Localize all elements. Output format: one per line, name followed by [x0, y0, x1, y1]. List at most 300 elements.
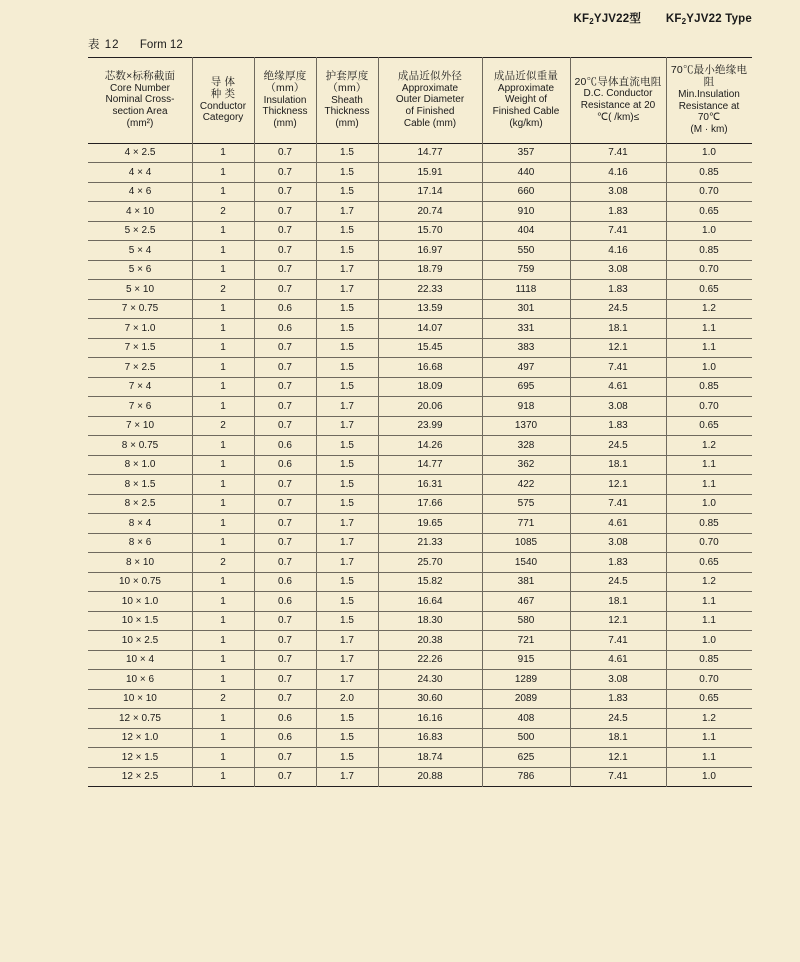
cell-r7-c5: 1118 [482, 280, 570, 300]
cell-r22-c0: 10 × 0.75 [88, 572, 192, 592]
cell-r15-c0: 8 × 0.75 [88, 436, 192, 456]
column-divider [254, 57, 255, 787]
cell-r9-c4: 14.07 [378, 319, 482, 339]
cell-r28-c4: 30.60 [378, 689, 482, 709]
table-row [88, 455, 752, 475]
table-row [88, 221, 752, 241]
cell-r6-c2: 0.7 [254, 260, 316, 280]
table-row [88, 475, 752, 495]
form-caption [88, 36, 183, 52]
cell-r23-c5: 467 [482, 592, 570, 612]
table-row [88, 689, 752, 709]
header-line-en: Category [202, 112, 244, 124]
cell-r5-c3: 1.5 [316, 241, 378, 261]
cell-r7-c1: 2 [192, 280, 254, 300]
cell-r14-c6: 1.83 [570, 416, 666, 436]
cell-r9-c0: 7 × 1.0 [88, 319, 192, 339]
cell-r30-c5: 500 [482, 728, 570, 748]
cell-r11-c6: 7.41 [570, 358, 666, 378]
table-row [88, 280, 752, 300]
cell-r23-c3: 1.5 [316, 592, 378, 612]
cell-r16-c5: 362 [482, 455, 570, 475]
cell-r0-c6: 7.41 [570, 143, 666, 163]
cell-r11-c3: 1.5 [316, 358, 378, 378]
cell-r18-c7: 1.0 [666, 494, 752, 514]
cell-r20-c4: 21.33 [378, 533, 482, 553]
cell-r24-c2: 0.7 [254, 611, 316, 631]
header-line-cn: 种 类 [210, 88, 236, 101]
cell-r25-c6: 7.41 [570, 631, 666, 651]
header-row [88, 58, 752, 144]
cell-r26-c7: 0.85 [666, 650, 752, 670]
cell-r2-c2: 0.7 [254, 182, 316, 202]
cell-r18-c2: 0.7 [254, 494, 316, 514]
cell-r18-c1: 1 [192, 494, 254, 514]
header-line-en: of Finished [405, 106, 455, 118]
cell-r2-c1: 1 [192, 182, 254, 202]
cell-r21-c5: 1540 [482, 553, 570, 573]
cell-r2-c3: 1.5 [316, 182, 378, 202]
cell-r30-c2: 0.6 [254, 728, 316, 748]
cell-r20-c2: 0.7 [254, 533, 316, 553]
cell-r22-c7: 1.2 [666, 572, 752, 592]
cell-r15-c7: 1.2 [666, 436, 752, 456]
cell-r6-c1: 1 [192, 260, 254, 280]
column-header-7 [666, 58, 752, 144]
cell-r15-c4: 14.26 [378, 436, 482, 456]
column-header-4 [378, 58, 482, 144]
cell-r27-c4: 24.30 [378, 670, 482, 690]
cell-r31-c4: 18.74 [378, 748, 482, 768]
cell-r31-c6: 12.1 [570, 748, 666, 768]
cell-r3-c2: 0.7 [254, 202, 316, 222]
cell-r29-c2: 0.6 [254, 709, 316, 729]
cell-r10-c4: 15.45 [378, 338, 482, 358]
cell-r4-c5: 404 [482, 221, 570, 241]
table-row [88, 611, 752, 631]
cell-r21-c1: 2 [192, 553, 254, 573]
cell-r14-c3: 1.7 [316, 416, 378, 436]
table-row [88, 143, 752, 163]
cell-r24-c0: 10 × 1.5 [88, 611, 192, 631]
header-line-en: (M · km) [690, 124, 728, 136]
cell-r19-c3: 1.7 [316, 514, 378, 534]
cell-r6-c6: 3.08 [570, 260, 666, 280]
cell-r17-c3: 1.5 [316, 475, 378, 495]
cell-r28-c7: 0.65 [666, 689, 752, 709]
cell-r6-c7: 0.70 [666, 260, 752, 280]
cell-r16-c6: 18.1 [570, 455, 666, 475]
cell-r5-c6: 4.16 [570, 241, 666, 261]
cell-r5-c1: 1 [192, 241, 254, 261]
cell-r20-c5: 1085 [482, 533, 570, 553]
cell-r24-c4: 18.30 [378, 611, 482, 631]
cell-r4-c4: 15.70 [378, 221, 482, 241]
cell-r29-c5: 408 [482, 709, 570, 729]
table-row [88, 397, 752, 417]
cell-r1-c4: 15.91 [378, 163, 482, 183]
cell-r23-c2: 0.6 [254, 592, 316, 612]
cell-r9-c3: 1.5 [316, 319, 378, 339]
cell-r11-c4: 16.68 [378, 358, 482, 378]
cell-r21-c6: 1.83 [570, 553, 666, 573]
cell-r25-c3: 1.7 [316, 631, 378, 651]
header-line-en: Approximate [401, 82, 459, 94]
cell-r18-c5: 575 [482, 494, 570, 514]
cell-r12-c1: 1 [192, 377, 254, 397]
cell-r24-c5: 580 [482, 611, 570, 631]
cell-r0-c0: 4 × 2.5 [88, 143, 192, 163]
cell-r24-c3: 1.5 [316, 611, 378, 631]
cell-r12-c3: 1.5 [316, 377, 378, 397]
cell-r22-c1: 1 [192, 572, 254, 592]
cell-r16-c4: 14.77 [378, 455, 482, 475]
cell-r4-c6: 7.41 [570, 221, 666, 241]
cell-r8-c3: 1.5 [316, 299, 378, 319]
cell-r3-c4: 20.74 [378, 202, 482, 222]
cell-r16-c3: 1.5 [316, 455, 378, 475]
cell-r25-c4: 20.38 [378, 631, 482, 651]
cell-r16-c0: 8 × 1.0 [88, 455, 192, 475]
cell-r14-c0: 7 × 10 [88, 416, 192, 436]
header-line-en: (mm²) [126, 117, 154, 129]
cell-r2-c7: 0.70 [666, 182, 752, 202]
cell-r15-c6: 24.5 [570, 436, 666, 456]
cell-r9-c7: 1.1 [666, 319, 752, 339]
cell-r30-c1: 1 [192, 728, 254, 748]
cell-r20-c3: 1.7 [316, 533, 378, 553]
cell-r1-c3: 1.5 [316, 163, 378, 183]
cell-r19-c5: 771 [482, 514, 570, 534]
cell-r30-c0: 12 × 1.0 [88, 728, 192, 748]
cell-r32-c3: 1.7 [316, 767, 378, 787]
cell-r15-c1: 1 [192, 436, 254, 456]
header-line-cn: 芯数×标称截面 [104, 70, 176, 83]
cell-r31-c0: 12 × 1.5 [88, 748, 192, 768]
cell-r17-c4: 16.31 [378, 475, 482, 495]
cell-r21-c2: 0.7 [254, 553, 316, 573]
cell-r11-c5: 497 [482, 358, 570, 378]
column-header-3 [316, 58, 378, 144]
cell-r27-c5: 1289 [482, 670, 570, 690]
cell-r14-c4: 23.99 [378, 416, 482, 436]
cell-r17-c7: 1.1 [666, 475, 752, 495]
cell-r10-c7: 1.1 [666, 338, 752, 358]
column-header-0 [88, 58, 192, 144]
cell-r29-c7: 1.2 [666, 709, 752, 729]
header-line-en: Sheath [331, 94, 363, 106]
cell-r12-c2: 0.7 [254, 377, 316, 397]
cell-r21-c4: 25.70 [378, 553, 482, 573]
column-header-text [484, 70, 568, 130]
cell-r25-c7: 1.0 [666, 631, 752, 651]
cell-r3-c6: 1.83 [570, 202, 666, 222]
table-row [88, 319, 752, 339]
cell-r20-c1: 1 [192, 533, 254, 553]
cell-r4-c0: 5 × 2.5 [88, 221, 192, 241]
cell-r19-c2: 0.7 [254, 514, 316, 534]
column-header-text [380, 70, 480, 130]
column-header-text [318, 70, 376, 130]
table-row [88, 163, 752, 183]
table-row [88, 299, 752, 319]
cell-r29-c1: 1 [192, 709, 254, 729]
cell-r21-c7: 0.65 [666, 553, 752, 573]
cell-r26-c5: 915 [482, 650, 570, 670]
cell-r30-c6: 18.1 [570, 728, 666, 748]
cell-r1-c6: 4.16 [570, 163, 666, 183]
cell-r1-c5: 440 [482, 163, 570, 183]
cell-r5-c0: 5 × 4 [88, 241, 192, 261]
cell-r19-c1: 1 [192, 514, 254, 534]
cell-r32-c5: 786 [482, 767, 570, 787]
cell-r16-c2: 0.6 [254, 455, 316, 475]
cell-r23-c6: 18.1 [570, 592, 666, 612]
cell-r25-c5: 721 [482, 631, 570, 651]
cell-r12-c0: 7 × 4 [88, 377, 192, 397]
cell-r23-c0: 10 × 1.0 [88, 592, 192, 612]
cell-r17-c2: 0.7 [254, 475, 316, 495]
cell-r6-c0: 5 × 6 [88, 260, 192, 280]
cell-r7-c3: 1.7 [316, 280, 378, 300]
cell-r31-c7: 1.1 [666, 748, 752, 768]
cell-r32-c1: 1 [192, 767, 254, 787]
type-designation-cn: $KF_2YJV22$型 [573, 13, 642, 26]
cell-r27-c1: 1 [192, 670, 254, 690]
table-row [88, 494, 752, 514]
cell-r4-c2: 0.7 [254, 221, 316, 241]
column-divider [378, 57, 379, 787]
cell-r9-c6: 18.1 [570, 319, 666, 339]
cell-r26-c1: 1 [192, 650, 254, 670]
type-designation-en: $KF_2YJV22$ Type [665, 13, 752, 26]
cell-r28-c1: 2 [192, 689, 254, 709]
cell-r11-c7: 1.0 [666, 358, 752, 378]
cell-r3-c0: 4 × 10 [88, 202, 192, 222]
cell-r27-c3: 1.7 [316, 670, 378, 690]
cell-r18-c6: 7.41 [570, 494, 666, 514]
cell-r23-c1: 1 [192, 592, 254, 612]
header-line-en: Nominal Cross- [105, 94, 175, 106]
column-divider [570, 57, 571, 787]
table-row [88, 182, 752, 202]
cell-r20-c6: 3.08 [570, 533, 666, 553]
cell-r3-c1: 2 [192, 202, 254, 222]
cell-r19-c7: 0.85 [666, 514, 752, 534]
table-row [88, 202, 752, 222]
header-line-en: Outer Diameter [395, 94, 465, 106]
cell-r10-c6: 12.1 [570, 338, 666, 358]
cell-r27-c7: 0.70 [666, 670, 752, 690]
header-line-cn: 护套厚度 [325, 69, 369, 82]
header-line-cn: 20℃导体直流电阻 [574, 76, 662, 89]
cell-r32-c2: 0.7 [254, 767, 316, 787]
cell-r13-c0: 7 × 6 [88, 397, 192, 417]
cell-r22-c3: 1.5 [316, 572, 378, 592]
cell-r14-c1: 2 [192, 416, 254, 436]
table-row [88, 631, 752, 651]
header-line-en: Weight of [504, 94, 548, 106]
column-divider [666, 57, 667, 787]
header-line-en: Thickness [262, 106, 308, 118]
form-caption-en: Form 12 [139, 39, 183, 51]
cell-r10-c3: 1.5 [316, 338, 378, 358]
cell-r24-c1: 1 [192, 611, 254, 631]
cell-r10-c0: 7 × 1.5 [88, 338, 192, 358]
cell-r14-c7: 0.65 [666, 416, 752, 436]
cell-r13-c3: 1.7 [316, 397, 378, 417]
cell-r32-c6: 7.41 [570, 767, 666, 787]
header-line-en: Cable (mm) [403, 117, 457, 129]
cell-r12-c7: 0.85 [666, 377, 752, 397]
cell-r22-c6: 24.5 [570, 572, 666, 592]
cell-r2-c5: 660 [482, 182, 570, 202]
cell-r27-c6: 3.08 [570, 670, 666, 690]
cell-r27-c0: 10 × 6 [88, 670, 192, 690]
header-line-en: ℃( /km)≤ [596, 112, 640, 124]
cell-r10-c5: 383 [482, 338, 570, 358]
cell-r31-c5: 625 [482, 748, 570, 768]
header-line-cn: 导 体 [210, 75, 236, 88]
cell-r2-c4: 17.14 [378, 182, 482, 202]
cell-r1-c0: 4 × 4 [88, 163, 192, 183]
header-line-en: (kg/km) [509, 117, 543, 129]
table-row [88, 709, 752, 729]
header-line-en: (mm) [273, 118, 297, 130]
header-line-en: Resistance at 20 [580, 100, 656, 112]
header-line-en: D.C. Conductor [583, 88, 653, 100]
column-header-text [256, 70, 314, 130]
cell-r18-c3: 1.5 [316, 494, 378, 514]
cell-r28-c6: 1.83 [570, 689, 666, 709]
cell-r17-c0: 8 × 1.5 [88, 475, 192, 495]
cell-r0-c1: 1 [192, 143, 254, 163]
header-line-en: Min.Insulation [678, 88, 740, 100]
cell-r20-c7: 0.70 [666, 533, 752, 553]
cell-r0-c4: 14.77 [378, 143, 482, 163]
cell-r9-c2: 0.6 [254, 319, 316, 339]
cell-r8-c7: 1.2 [666, 299, 752, 319]
form-caption-cn: 表 12 [88, 39, 120, 51]
cell-r3-c5: 910 [482, 202, 570, 222]
cell-r13-c2: 0.7 [254, 397, 316, 417]
table-row [88, 377, 752, 397]
table-row [88, 260, 752, 280]
table-row [88, 533, 752, 553]
cell-r11-c2: 0.7 [254, 358, 316, 378]
spec-table-container [88, 57, 752, 787]
header-line-en: Resistance at 70℃ [678, 100, 740, 124]
column-header-text [90, 70, 190, 130]
cell-r7-c0: 5 × 10 [88, 280, 192, 300]
header-line-en: Approximate [497, 82, 555, 94]
cell-r8-c6: 24.5 [570, 299, 666, 319]
cell-r6-c4: 18.79 [378, 260, 482, 280]
cell-r26-c6: 4.61 [570, 650, 666, 670]
column-header-6 [570, 58, 666, 144]
column-header-text [668, 64, 750, 136]
cell-r3-c7: 0.65 [666, 202, 752, 222]
table-row [88, 670, 752, 690]
cell-r28-c0: 10 × 10 [88, 689, 192, 709]
cell-r29-c4: 16.16 [378, 709, 482, 729]
header-line-cn: （mm） [265, 82, 305, 95]
cell-r32-c4: 20.88 [378, 767, 482, 787]
cell-r8-c5: 301 [482, 299, 570, 319]
cell-r24-c7: 1.1 [666, 611, 752, 631]
cell-r7-c2: 0.7 [254, 280, 316, 300]
cell-r1-c7: 0.85 [666, 163, 752, 183]
cell-r17-c5: 422 [482, 475, 570, 495]
table-row [88, 514, 752, 534]
header-line-en: Core Number [109, 82, 171, 94]
cell-r19-c6: 4.61 [570, 514, 666, 534]
cell-r18-c4: 17.66 [378, 494, 482, 514]
table-row [88, 728, 752, 748]
cell-r10-c2: 0.7 [254, 338, 316, 358]
header-line-cn: 成品近似重量 [493, 70, 559, 83]
column-header-1 [192, 58, 254, 144]
cell-r15-c2: 0.6 [254, 436, 316, 456]
cell-r8-c2: 0.6 [254, 299, 316, 319]
cell-r9-c5: 331 [482, 319, 570, 339]
cell-r13-c6: 3.08 [570, 397, 666, 417]
cell-r14-c2: 0.7 [254, 416, 316, 436]
cell-r26-c4: 22.26 [378, 650, 482, 670]
cell-r6-c5: 759 [482, 260, 570, 280]
table-row [88, 358, 752, 378]
cell-r23-c4: 16.64 [378, 592, 482, 612]
header-line-en: (mm) [335, 118, 359, 130]
cell-r8-c0: 7 × 0.75 [88, 299, 192, 319]
cell-r29-c6: 24.5 [570, 709, 666, 729]
cell-r10-c1: 1 [192, 338, 254, 358]
column-divider [192, 57, 193, 787]
cell-r4-c7: 1.0 [666, 221, 752, 241]
cell-r5-c5: 550 [482, 241, 570, 261]
cell-r31-c1: 1 [192, 748, 254, 768]
cell-r5-c7: 0.85 [666, 241, 752, 261]
cell-r14-c5: 1370 [482, 416, 570, 436]
header-line-en: Thickness [324, 106, 370, 118]
cell-r15-c5: 328 [482, 436, 570, 456]
cell-r28-c3: 2.0 [316, 689, 378, 709]
cell-r12-c5: 695 [482, 377, 570, 397]
cell-r11-c1: 1 [192, 358, 254, 378]
cell-r25-c0: 10 × 2.5 [88, 631, 192, 651]
cell-r15-c3: 1.5 [316, 436, 378, 456]
cell-r9-c1: 1 [192, 319, 254, 339]
document-type-header [573, 10, 752, 26]
cell-r2-c0: 4 × 6 [88, 182, 192, 202]
cell-r2-c6: 3.08 [570, 182, 666, 202]
cell-r21-c3: 1.7 [316, 553, 378, 573]
cell-r0-c5: 357 [482, 143, 570, 163]
cell-r28-c5: 2089 [482, 689, 570, 709]
header-line-en: Finished Cable [492, 106, 560, 118]
cell-r26-c3: 1.7 [316, 650, 378, 670]
cell-r32-c0: 12 × 2.5 [88, 767, 192, 787]
cell-r12-c6: 4.61 [570, 377, 666, 397]
header-line-en: section Area [112, 106, 168, 118]
cell-r13-c5: 918 [482, 397, 570, 417]
cell-r28-c2: 0.7 [254, 689, 316, 709]
table-row [88, 767, 752, 787]
cell-r30-c4: 16.83 [378, 728, 482, 748]
cell-r24-c6: 12.1 [570, 611, 666, 631]
cell-r0-c3: 1.5 [316, 143, 378, 163]
header-line-cn: 70℃最小绝缘电阻 [670, 64, 748, 89]
